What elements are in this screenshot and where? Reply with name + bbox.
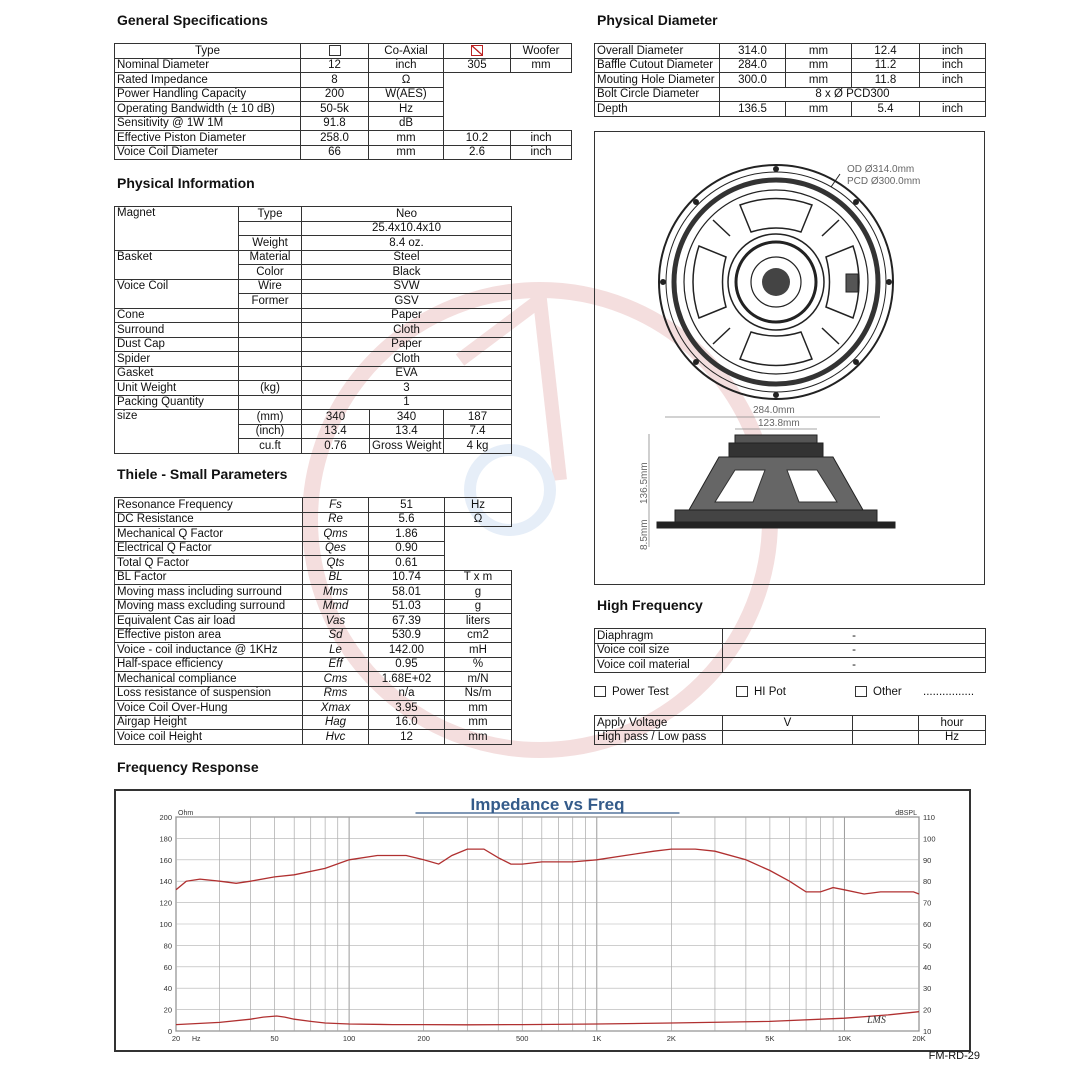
thiele-row: BL Factor BL 10.74 T x m: [115, 570, 512, 585]
y-left-tick-label: 0: [167, 1027, 172, 1036]
x-tick-label: 20K: [912, 1034, 926, 1043]
y-right-tick-label: 50: [923, 941, 932, 951]
type-row: [115, 44, 572, 59]
speaker-drawing-box: [594, 131, 985, 585]
y-right-tick-label: 110: [923, 813, 935, 822]
y-left-tick-label: 20: [163, 1005, 172, 1015]
y-right-tick-label: 60: [923, 920, 932, 929]
thiele-title: Thiele - Small Parameters: [117, 466, 288, 482]
y-right-tick-label: 20: [923, 1005, 932, 1015]
y-left-tick-label: 180: [159, 834, 172, 844]
width-123-label: 123.8mm: [758, 418, 800, 429]
thiele-row: Effective piston area Sd 530.9 cm2: [115, 628, 512, 643]
pcd-label: PCD Ø300.0mm: [847, 176, 921, 187]
spec-row: Effective Piston Diameter 258.0 mm 10.2 inch: [115, 131, 572, 146]
spec-row: Voice Coil Diameter 66 mm 2.6 inch: [115, 145, 572, 160]
thiele-row: Voice Coil Over-Hung Xmax 3.95 mm: [115, 701, 512, 716]
y-right-tick-label: 100: [923, 834, 936, 844]
thiele-row: Resonance Frequency Fs 51 Hz: [115, 498, 512, 513]
thiele-row: Voice coil Height Hvc 12 mm: [115, 730, 512, 745]
chart-title: Impedance vs Freq: [470, 795, 625, 814]
other-blank: ................: [923, 686, 975, 698]
thiele-row: Moving mass including surround Mms 58.01 g: [115, 585, 512, 600]
document-code: FM-RD-29: [928, 1050, 980, 1062]
y-left-tick-label: 100: [159, 920, 172, 929]
type-label: Type: [115, 44, 301, 59]
spec-row: Rated Impedance 8 Ω: [115, 73, 572, 88]
thiele-row: Half-space efficiency Eff 0.95 %: [115, 657, 512, 672]
physical-diameter-table: Overall Diameter 314.0 mm 12.4 inch Baffle Cutout Diameter 284.0 mm 11.2 inch Mouting Hole Diameter 300.0 mm 11.8 inch Bolt Circle Diameter 8 x Ø PCD300 Depth 136.5 mm 5.4 inch: [594, 43, 986, 117]
physical-info-table: Magnet Type Neo 25.4x10.4x10 Weight 8.4 oz. Basket Material Steel Color Black Voice Coil Wire SVW Former GSV Cone Paper Surround Cloth Dust Cap Paper Spider Cloth Gasket EVA Unit Weight (kg) 3 Packing Quantity 1 size (mm) 340 340 187 (inch) 13.4 13.4 7.4 cu.ft 0.76 Gross Weight 4 kg: [114, 206, 512, 454]
thiele-row: Airgap Height Hag 16.0 mm: [115, 715, 512, 730]
coaxial-label: Co-Axial: [369, 44, 444, 59]
x-tick-label: 50: [270, 1034, 279, 1043]
lms-logo: LMS: [867, 1015, 886, 1026]
speaker-drawing: [595, 132, 984, 584]
freq-response-title: Frequency Response: [117, 759, 259, 775]
thiele-row: Moving mass excluding surround Mmd 51.03 g: [115, 599, 512, 614]
width-284-label: 284.0mm: [753, 405, 795, 416]
thiele-row: Total Q Factor Qts 0.61: [115, 556, 512, 571]
voltage-table: Apply Voltage V hour High pass / Low pass Hz: [594, 715, 986, 745]
y-left-tick-label: 160: [159, 855, 172, 865]
spec-row: Operating Bandwidth (± 10 dB) 50-5k Hz: [115, 102, 572, 117]
woofer-checkbox[interactable]: [444, 44, 511, 59]
general-spec-table: [114, 43, 572, 160]
other-checkbox[interactable]: [855, 686, 867, 697]
x-tick-label: 200: [417, 1034, 430, 1043]
power-test-checkbox[interactable]: [594, 686, 606, 697]
thiele-row: Loss resistance of suspension Rms n/a Ns/m: [115, 686, 512, 701]
thiele-row: DC Resistance Re 5.6 Ω: [115, 512, 512, 527]
impedance-chart: [116, 791, 969, 1050]
x-tick-label: 10K: [837, 1034, 852, 1043]
x-tick-label: 1K: [592, 1034, 602, 1043]
spec-row: Power Handling Capacity 200 W(AES): [115, 87, 572, 102]
thiele-row: Mechanical Q Factor Qms 1.86: [115, 527, 512, 542]
speaker-side-view: [649, 417, 895, 547]
x-tick-label: 5K: [765, 1034, 775, 1043]
coaxial-checkbox[interactable]: [301, 44, 369, 59]
y-left-tick-label: 140: [159, 877, 172, 887]
y-right-tick-label: 90: [923, 855, 932, 865]
thiele-row: Equivalent Cas air load Vas 67.39 liters: [115, 614, 512, 629]
od-label: OD Ø314.0mm: [847, 164, 915, 175]
x-tick-label: 20: [171, 1034, 181, 1043]
speaker-front-view: [659, 165, 893, 399]
spec-row: Sensitivity @ 1W 1M 91.8 dB: [115, 116, 572, 131]
power-test-option[interactable]: Power Test: [594, 686, 669, 698]
y-right-axis-label: dBSPL: [895, 810, 917, 817]
thiele-row: Electrical Q Factor Qes 0.90: [115, 541, 512, 556]
y-right-tick-label: 10: [923, 1027, 932, 1036]
y-right-tick-label: 80: [923, 877, 932, 887]
hi-pot-option[interactable]: HI Pot: [736, 686, 786, 698]
thiele-row: Mechanical compliance Cms 1.68E+02 m/N: [115, 672, 512, 687]
y-right-tick-label: 30: [923, 984, 932, 994]
y-left-tick-label: 80: [163, 941, 172, 951]
physical-diameter-title: Physical Diameter: [597, 12, 718, 28]
y-right-tick-label: 70: [923, 898, 932, 908]
y-left-tick-label: 120: [159, 898, 172, 908]
x-tick-label: 500: [515, 1034, 529, 1043]
woofer-label: Woofer: [511, 44, 572, 59]
y-left-tick-label: 200: [159, 813, 172, 822]
chart-frame: [114, 789, 971, 1052]
x-tick-label: 100: [342, 1034, 356, 1043]
hi-pot-checkbox[interactable]: [736, 686, 748, 697]
thiele-table: [114, 497, 512, 745]
thiele-row: Voice - coil inductance @ 1KHz Le 142.00 mH: [115, 643, 512, 658]
high-freq-title: High Frequency: [597, 597, 703, 613]
y-left-axis-label: Ohm: [178, 810, 194, 817]
y-left-tick-label: 60: [163, 962, 172, 972]
height-136-label: 136.5mm: [639, 462, 650, 504]
y-right-tick-label: 40: [923, 962, 932, 972]
height-8-label: 8.5mm: [639, 519, 650, 550]
spec-row: Nominal Diameter 12 inch 305 mm: [115, 58, 572, 73]
y-left-tick-label: 40: [163, 984, 172, 994]
x-axis-label: Hz: [192, 1036, 201, 1043]
physical-info-title: Physical Information: [117, 175, 255, 191]
high-freq-table: Diaphragm - Voice coil size - Voice coil material -: [594, 628, 986, 673]
x-tick-label: 2K: [666, 1034, 676, 1043]
other-option[interactable]: Other: [855, 686, 902, 698]
general-spec-title: General Specifications: [117, 12, 268, 28]
